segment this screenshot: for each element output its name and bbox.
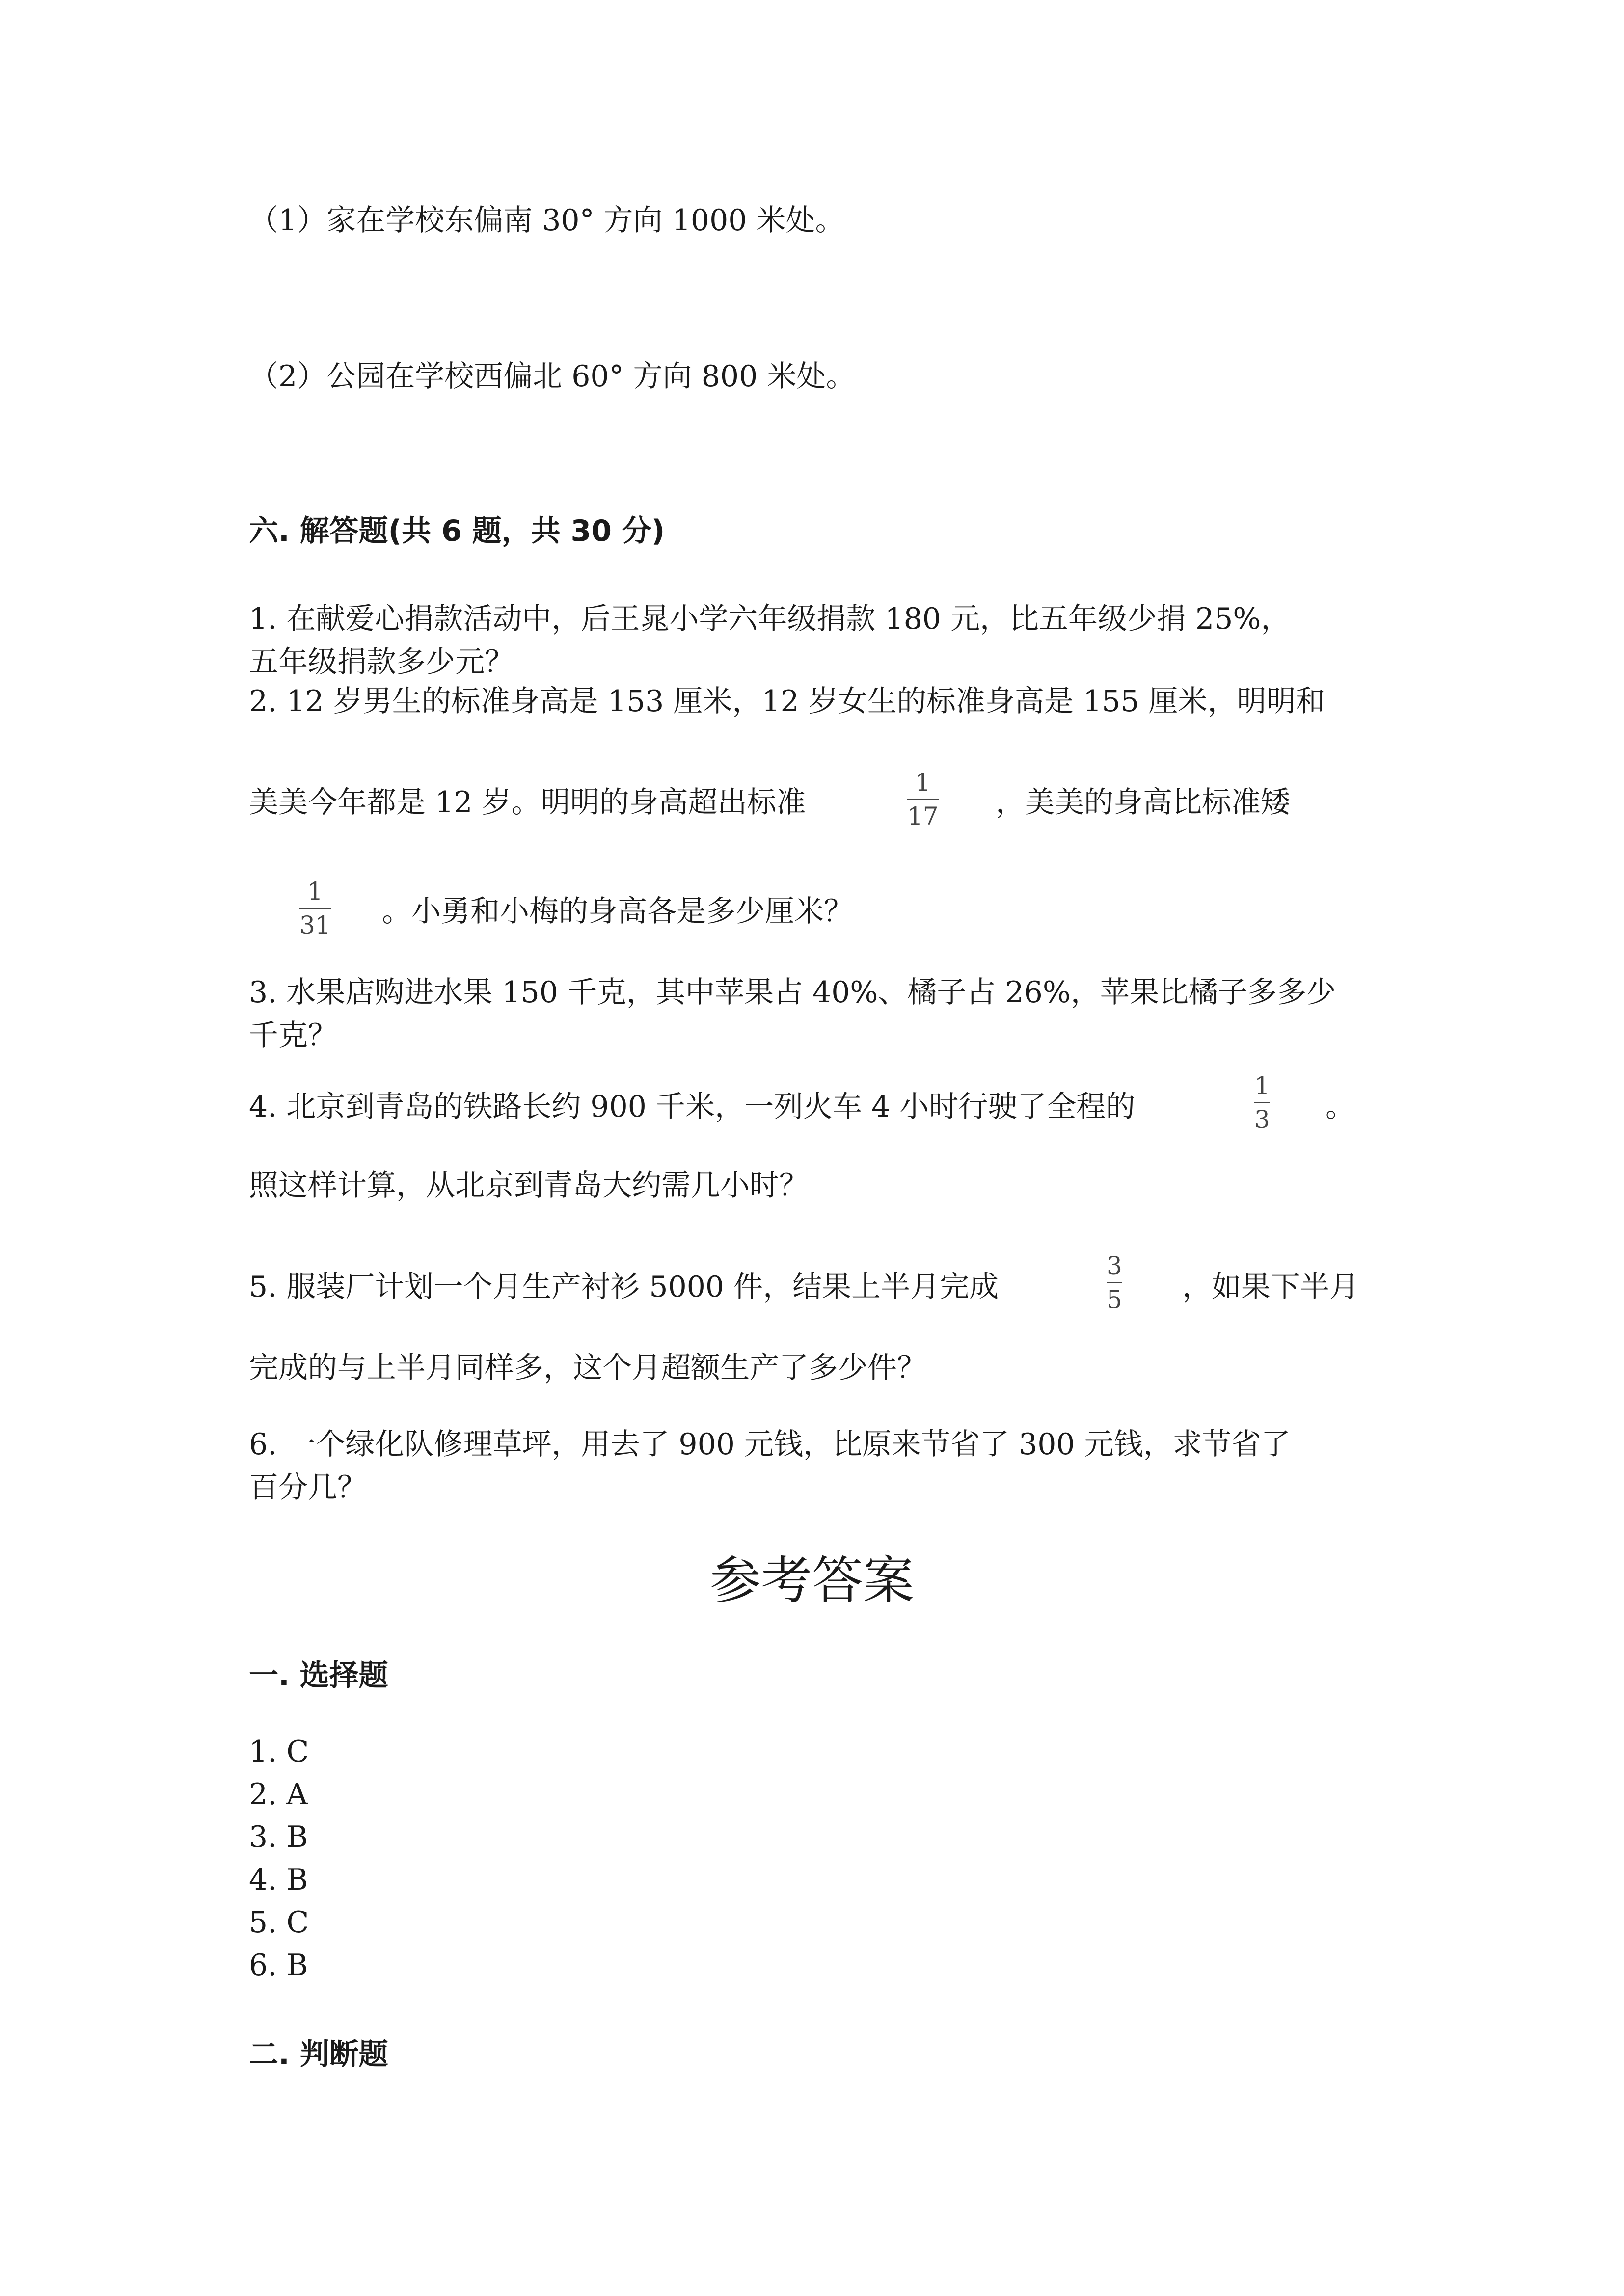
fraction-bar xyxy=(907,799,939,800)
answers-part2-heading: 二. 判断题 xyxy=(249,2037,388,2072)
fraction-bar xyxy=(299,908,331,909)
q2-frac1-den: 17 xyxy=(907,802,939,830)
answers-part1-heading: 一. 选择题 xyxy=(249,1658,388,1693)
q4-fraction xyxy=(1254,1071,1270,1134)
answer-item-1: 1. C xyxy=(249,1735,309,1769)
q5-line2: 完成的与上半月同样多，这个月超额生产了多少件？ xyxy=(249,1351,926,1385)
q2-fraction-1 xyxy=(907,768,939,830)
section6-heading: 六. 解答题(共 6 题，共 30 分) xyxy=(249,514,665,548)
answer-item-5: 5. C xyxy=(249,1905,309,1940)
fraction-bar xyxy=(1107,1282,1122,1283)
q5-line1b: ，如果下半月 xyxy=(1182,1270,1359,1304)
q2-line3: 。小勇和小梅的身高各是多少厘米？ xyxy=(382,894,853,929)
q2-line2b: ，美美的身高比标准矮 xyxy=(996,785,1290,820)
q3-line2: 千克？ xyxy=(249,1018,337,1053)
q2-frac1-num: 1 xyxy=(915,768,931,797)
q2-fraction-2 xyxy=(299,877,331,939)
q1-line1: 1. 在献爱心捐款活动中，后王晁小学六年级捐款 180 元，比五年级少捐 25%， xyxy=(249,602,1291,636)
section5-item-2: （2）公园在学校西偏北 60° 方向 800 米处。 xyxy=(249,359,856,394)
q2-frac2-den: 31 xyxy=(299,911,331,939)
answers-title: 参考答案 xyxy=(709,1550,914,1610)
q5-frac-num: 3 xyxy=(1107,1252,1122,1280)
q2-frac2-num: 1 xyxy=(307,877,323,906)
q2-line1: 2. 12 岁男生的标准身高是 153 厘米，12 岁女生的标准身高是 155 厘米，明明和 xyxy=(249,684,1326,719)
fraction-bar xyxy=(1254,1102,1270,1103)
q5-fraction xyxy=(1107,1252,1122,1314)
q5-frac-den: 5 xyxy=(1107,1285,1122,1314)
answer-item-4: 4. B xyxy=(249,1863,308,1897)
q2-line2a: 美美今年都是 12 岁。明明的身高超出标准 xyxy=(249,785,806,820)
q4-frac-den: 3 xyxy=(1254,1105,1270,1134)
q5-line1: 5. 服装厂计划一个月生产衬衫 5000 件，结果上半月完成 xyxy=(249,1270,999,1304)
q6-line1: 6. 一个绿化队修理草坪，用去了 900 元钱，比原来节省了 300 元钱，求节省了 xyxy=(249,1427,1291,1462)
q4-frac-num: 1 xyxy=(1254,1071,1270,1100)
q3-line1: 3. 水果店购进水果 150 千克，其中苹果占 40%、橘子占 26%，苹果比橘子多多少 xyxy=(249,975,1336,1010)
q6-line2: 百分几？ xyxy=(249,1470,367,1505)
answer-item-2: 2. A xyxy=(249,1777,308,1812)
answer-item-6: 6. B xyxy=(249,1948,308,1982)
q1-line2: 五年级捐款多少元？ xyxy=(249,645,514,679)
q4-line1: 4. 北京到青岛的铁路长约 900 千米，一列火车 4 小时行驶了全程的 xyxy=(249,1090,1136,1124)
q4-end: 。 xyxy=(1326,1090,1355,1124)
section5-item-1: （1）家在学校东偏南 30° 方向 1000 米处。 xyxy=(249,203,845,238)
q4-line2: 照这样计算，从北京到青岛大约需几小时？ xyxy=(249,1168,809,1202)
answer-item-3: 3. B xyxy=(249,1820,308,1854)
